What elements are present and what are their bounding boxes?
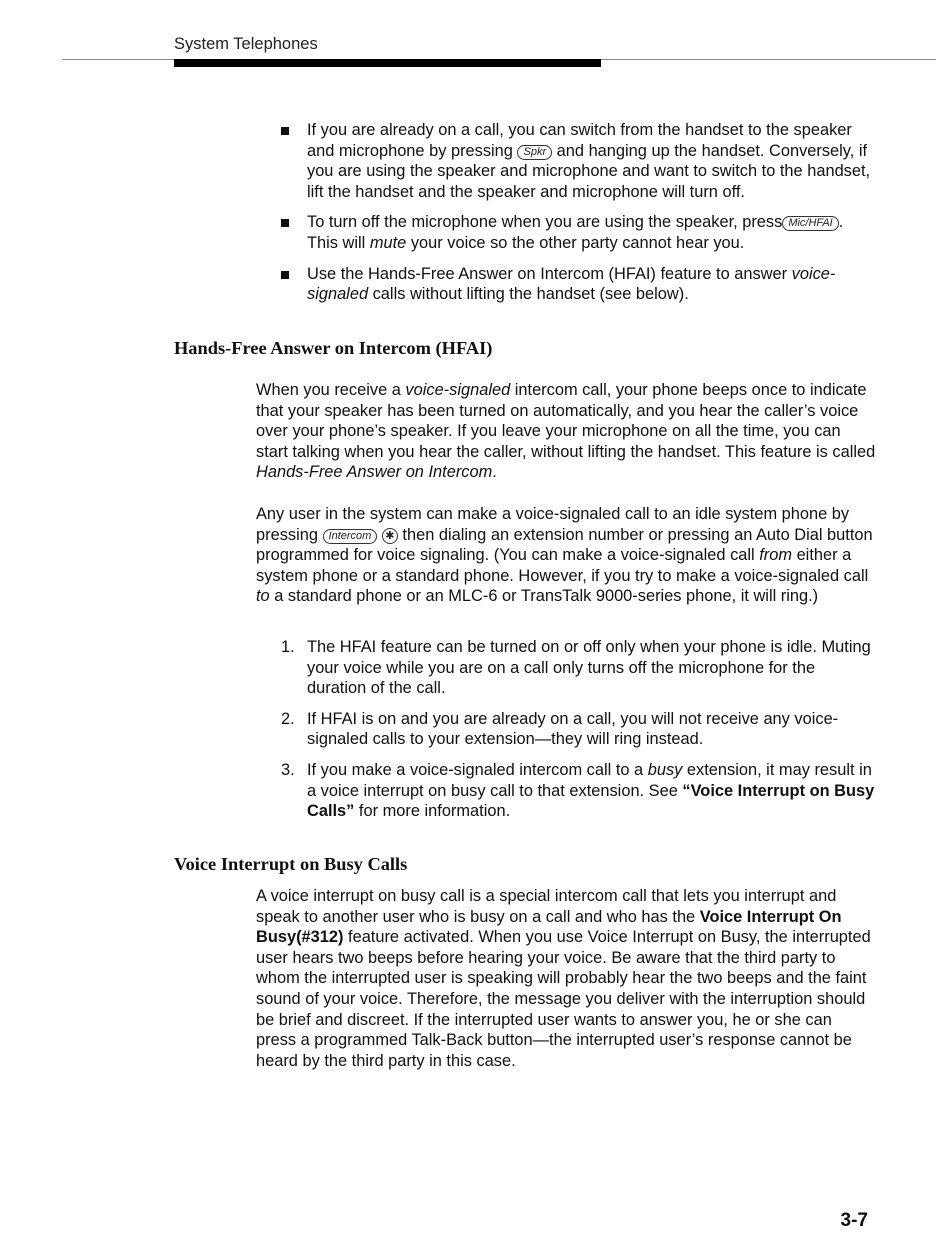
section-heading-hfai: Hands-Free Answer on Intercom (HFAI) — [174, 338, 493, 358]
running-header-title: System Telephones — [174, 35, 318, 53]
hfai-paragraph-2: Any user in the system can make a voice-signaled call to an idle system phone by pressing Intercom ✱ then dialing an extension number or pressing an Auto Dial button programmed for voice signaling. (You can make a voice-signaled call from either a system phone or a standard phone. However, if you try to make a voice-signaled call to a standard phone or an MLC-6 or TransTalk 9000-series phone, it will ring.) — [256, 505, 873, 606]
section-heading-voice-interrupt: Voice Interrupt on Busy Calls — [174, 854, 408, 874]
intercom-key-icon: Intercom — [323, 529, 378, 544]
hfai-notes-numbered-list — [281, 637, 876, 832]
numbered-item-1: 1. The HFAI feature can be turned on or off only when your phone is idle. Muting your voice while you are on a call only turns off the microphone for the duration of the call. — [281, 638, 871, 698]
bullet-item-switch-speaker: If you are already on a call, you can switch from the handset to the speaker and microphone by pressing Spkr and hanging up the handset. Conversely, if you are using the speaker and microphone and want to switch to the handset, lift the handset and the speaker and microphone will turn off. — [281, 120, 876, 202]
numbered-item-2: 2. If HFAI is on and you are already on a call, you will not receive any voice-signaled calls to your extension—they will ring instead. — [281, 709, 839, 749]
star-key-icon: ✱ — [382, 528, 398, 544]
bullet-item-hfai: Use the Hands-Free Answer on Intercom (HFAI) feature to answer voice-signaled calls without lifting the handset (see below). — [281, 264, 876, 305]
speaker-tips-bullet-list — [281, 120, 876, 315]
mic-hfai-key-icon: Mic/HFAI — [782, 216, 838, 231]
spkr-key-icon: Spkr — [517, 145, 552, 160]
hfai-paragraph-1: When you receive a voice-signaled intercom call, your phone beeps once to indicate that your speaker has been turned on automatically, and you hear the caller’s voice over your phone’s speaker. If you leave your microphone on all the time, you can start talking when you hear the caller, without lifting the handset. This feature is called Hands-Free Answer on Intercom. — [256, 381, 876, 482]
bullet-item-mute: To turn off the microphone when you are using the speaker, press Mic/HFAI . This will mute your voice so the other party cannot hear you. — [281, 212, 876, 253]
bullet-square-icon — [281, 127, 289, 135]
voice-interrupt-paragraph: A voice interrupt on busy call is a special intercom call that lets you interrupt and speak to another user who is busy on a call and who has the Voice Interrupt On Busy(#312) feature activated. When you use Voice Interrupt on Busy, the interrupted user hears two beeps before hearing your voice. Be aware that the third party to whom the interrupted user is speaking will probably hear the two beeps and the faint sound of your voice. Therefore, the message you deliver with the interruption should be brief and discreet. If the interrupted user wants to answer you, he or she can press a programmed Talk-Back button—the interrupted user’s response cannot be heard by the third party in this case. — [256, 887, 871, 1070]
bullet-square-icon — [281, 219, 289, 227]
cross-reference-link: “Voice Interrupt on Busy Calls” — [307, 781, 875, 821]
bullet-square-icon — [281, 271, 289, 279]
numbered-item-3: 3. If you make a voice-signaled intercom call to a busy extension, it may result in a voice interrupt on busy call to that extension. See “Voice Interrupt on Busy Calls” for more information. — [281, 760, 875, 821]
header-rule-thick — [174, 59, 601, 67]
page-number: 3-7 — [840, 1210, 868, 1231]
